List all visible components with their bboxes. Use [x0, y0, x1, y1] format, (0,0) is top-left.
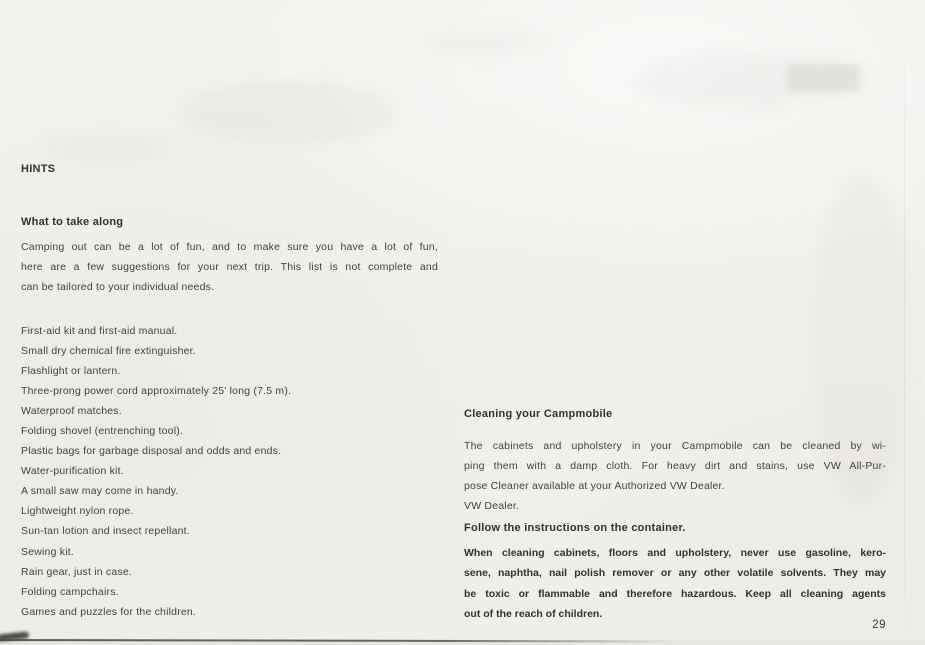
- page-showthrough-artifact: [418, 30, 553, 54]
- cleaning-paragraph-line: ping them with a damp cloth. For heavy dirt and stains, use VW All-Pur-: [464, 460, 886, 473]
- cleaning-paragraph: [464, 436, 886, 516]
- page-showthrough-artifact: [636, 52, 871, 108]
- warning-paragraph-line: sene, naphtha, nail polish remover or any other volatile solvents. They may: [464, 567, 886, 580]
- packing-list-item: Rain gear, just in case.: [21, 565, 133, 578]
- warning-paragraph-line: out of the reach of children.: [464, 607, 603, 620]
- packing-list-item: Games and puzzles for the children.: [21, 605, 197, 618]
- cleaning-paragraph-line: pose Cleaner available at your Authorized VW Dealer.: [464, 480, 725, 493]
- packing-list-item: Water-purification kit.: [21, 465, 124, 478]
- packing-list-item: A small saw may come in handy.: [21, 485, 179, 498]
- cleaning-paragraph-line: The cabinets and upholstery in your Campmobile can be cleaned by wi-: [464, 440, 886, 452]
- page-showthrough-artifact: [180, 82, 395, 144]
- packing-list-item: First-aid kit and first-aid manual.: [21, 325, 178, 337]
- intro-line: here are a few suggestions for your next trip. This list is not complete and: [21, 261, 438, 273]
- page-showthrough-artifact: [40, 134, 175, 162]
- cleaning-paragraph-line: VW Dealer.: [464, 500, 520, 513]
- packing-list: [21, 321, 438, 622]
- subsection-heading-what-to-take-along: What to take along: [21, 216, 124, 228]
- packing-list-item: Folding shovel (entrenching tool).: [21, 425, 184, 438]
- warning-paragraph-line: be toxic or flammable and therefore hazardous. Keep all cleaning agents: [464, 587, 886, 600]
- follow-instructions-heading: Follow the instructions on the container.: [464, 522, 686, 534]
- intro-line: can be tailored to your individual needs.: [21, 281, 215, 293]
- intro-paragraph: [21, 237, 438, 297]
- packing-list-item: Waterproof matches.: [21, 405, 122, 418]
- packing-list-item: Sun-tan lotion and insect repellant.: [21, 525, 190, 538]
- section-heading-cleaning-your-campmobile: Cleaning your Campmobile: [464, 408, 613, 420]
- packing-list-item: Small dry chemical fire extinguisher.: [21, 345, 196, 358]
- intro-line: Camping out can be a lot of fun, and to make sure you have a lot of fun,: [21, 241, 438, 253]
- warning-paragraph: [464, 543, 886, 624]
- packing-list-item: Folding campchairs.: [21, 585, 119, 598]
- warning-paragraph-line: When cleaning cabinets, floors and upholstery, never use gasoline, kero-: [464, 547, 886, 559]
- packing-list-item: Flashlight or lantern.: [21, 365, 121, 378]
- section-heading-hints: HINTS: [21, 163, 56, 175]
- packing-list-item: Lightweight nylon rope.: [21, 505, 134, 518]
- page-number: 29: [872, 619, 886, 631]
- packing-list-item: Sewing kit.: [21, 545, 74, 558]
- packing-list-item: Plastic bags for garbage disposal and odds and ends.: [21, 445, 282, 458]
- page-showthrough-artifact: [786, 64, 860, 92]
- page-fold-line: [904, 0, 905, 645]
- packing-list-item: Three-prong power cord approximately 25' long (7.5 m).: [21, 385, 292, 398]
